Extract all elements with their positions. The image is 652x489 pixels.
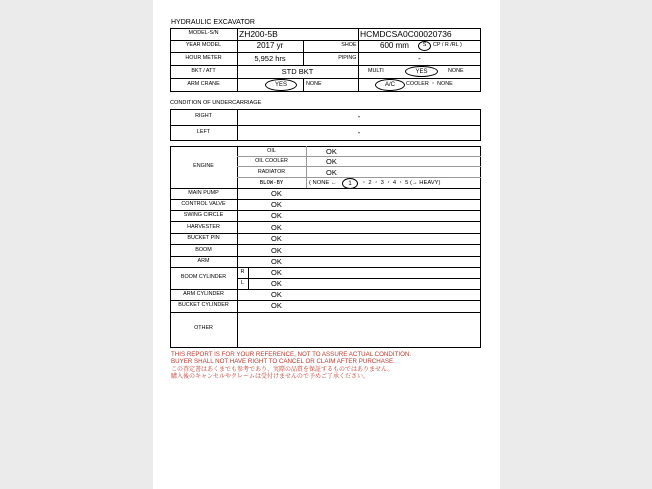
serial-value: HCMDCSA0C00020736	[360, 29, 452, 39]
hour-value: 5,952 hrs	[254, 54, 286, 63]
boom-cyl-l-value: OK	[271, 279, 282, 288]
bucket-cylinder-value: OK	[271, 301, 282, 310]
uc-left-label: LEFT	[196, 129, 211, 135]
crane-none: NONE	[306, 81, 322, 87]
radiator-label: RADIATOR	[257, 169, 286, 175]
model-sn-label: MODEL-S/N	[188, 30, 219, 36]
uc-right-label: RIGHT	[195, 113, 212, 119]
boom-cylinder-label: BOOM CYLINDER	[180, 274, 227, 280]
inspection-sheet	[153, 0, 500, 489]
engine-oil-label: OIL	[267, 148, 276, 154]
row-label-main-pump: MAIN PUMP	[188, 190, 219, 196]
multi-label: MULTI	[368, 68, 384, 74]
disclaimer-line-4: 購入後のキャンセルやクレームは受付けませんので予めご了承ください。	[171, 373, 370, 381]
ac-option: A/C	[384, 82, 395, 88]
arm-crane-label: ARM CRANE	[187, 81, 220, 87]
crane-yes: YES	[274, 82, 287, 88]
radiator-value: OK	[326, 168, 337, 177]
year-value: 2017 yr	[256, 41, 284, 50]
engine-oil-value: OK	[326, 147, 337, 156]
multi-none: NONE	[448, 68, 464, 74]
row-value-boom: OK	[271, 246, 282, 255]
uc-right-value: -	[357, 112, 361, 121]
row-label-harvester: HARVESTER	[187, 224, 220, 230]
model-value: ZH200-5B	[239, 29, 278, 39]
bkt-value: STD BKT	[281, 67, 314, 76]
row-label-swing-circle: SWING CIRCLE	[183, 212, 224, 218]
uc-left-value: -	[357, 128, 361, 137]
bucket-cylinder-label: BUCKET CYLINDER	[178, 302, 229, 308]
row-label-control-valve: CONTROL VALVE	[181, 201, 226, 207]
shoe-options: CP / R /RL )	[433, 42, 462, 48]
boom-cyl-l-label: L	[241, 280, 244, 286]
document-title: HYDRAULIC EXCAVATOR	[171, 19, 255, 26]
row-value-bucket-pin: OK	[271, 234, 282, 243]
boom-cyl-r-value: OK	[271, 268, 282, 277]
row-value-harvester: OK	[271, 223, 282, 232]
undercarriage-title: CONDITION OF UNDERCARRIAGE	[170, 100, 262, 106]
bkt-att-label: BKT / ATT	[191, 68, 216, 74]
row-value-control-valve: OK	[271, 200, 282, 209]
multi-yes: YES	[415, 69, 428, 75]
shoe-option-selected: S	[422, 42, 427, 48]
blow-by-selected: 1	[348, 181, 352, 187]
year-model-label: YEAR MODEL	[185, 42, 222, 48]
row-label-arm: ARM	[197, 258, 210, 264]
row-value-swing-circle: OK	[271, 211, 282, 220]
boom-cyl-r-label: R	[240, 269, 245, 275]
disclaimer-line-3: この査定書はあくまでも参考であり、実際の品質を保証するものではありません。	[171, 365, 394, 373]
other-label: OTHER	[194, 325, 213, 331]
row-value-main-pump: OK	[271, 189, 282, 198]
row-label-boom: BOOM	[195, 247, 212, 253]
piping-label: PIPING	[338, 55, 357, 61]
disclaimer	[171, 351, 411, 380]
row-value-arm: OK	[271, 257, 282, 266]
oil-cooler-label: OIL COOLER	[255, 158, 288, 164]
piping-value: -	[418, 54, 421, 63]
blow-by-start: ( NONE ←	[309, 180, 337, 186]
shoe-label: SHOE	[341, 42, 357, 48]
shoe-value: 600 mm	[380, 41, 409, 50]
cooler-none: COOLER ・ NONE	[406, 81, 453, 87]
disclaimer-line-2: BUYER SHALL NOT HAVE RIGHT TO CANCEL OR CLAIM AFTER PURCHASE.	[171, 358, 395, 366]
disclaimer-line-1: THIS REPORT IS FOR YOUR REFERENCE, NOT TO ASSURE ACTUAL CONDITION.	[171, 351, 412, 358]
engine-label: ENGINE	[193, 163, 214, 169]
arm-cylinder-value: OK	[271, 290, 282, 299]
row-label-bucket-pin: BUCKET PIN	[187, 235, 220, 241]
hour-meter-label: HOUR METER	[185, 55, 222, 61]
blow-by-scale: ・ 2 ・ 3 ・ 4 ・ 5 (→ HEAVY)	[361, 180, 441, 186]
arm-cylinder-label: ARM CYLINDER	[183, 291, 224, 297]
blow-by-label: BLOW-BY	[259, 180, 284, 186]
oil-cooler-value: OK	[326, 157, 337, 166]
